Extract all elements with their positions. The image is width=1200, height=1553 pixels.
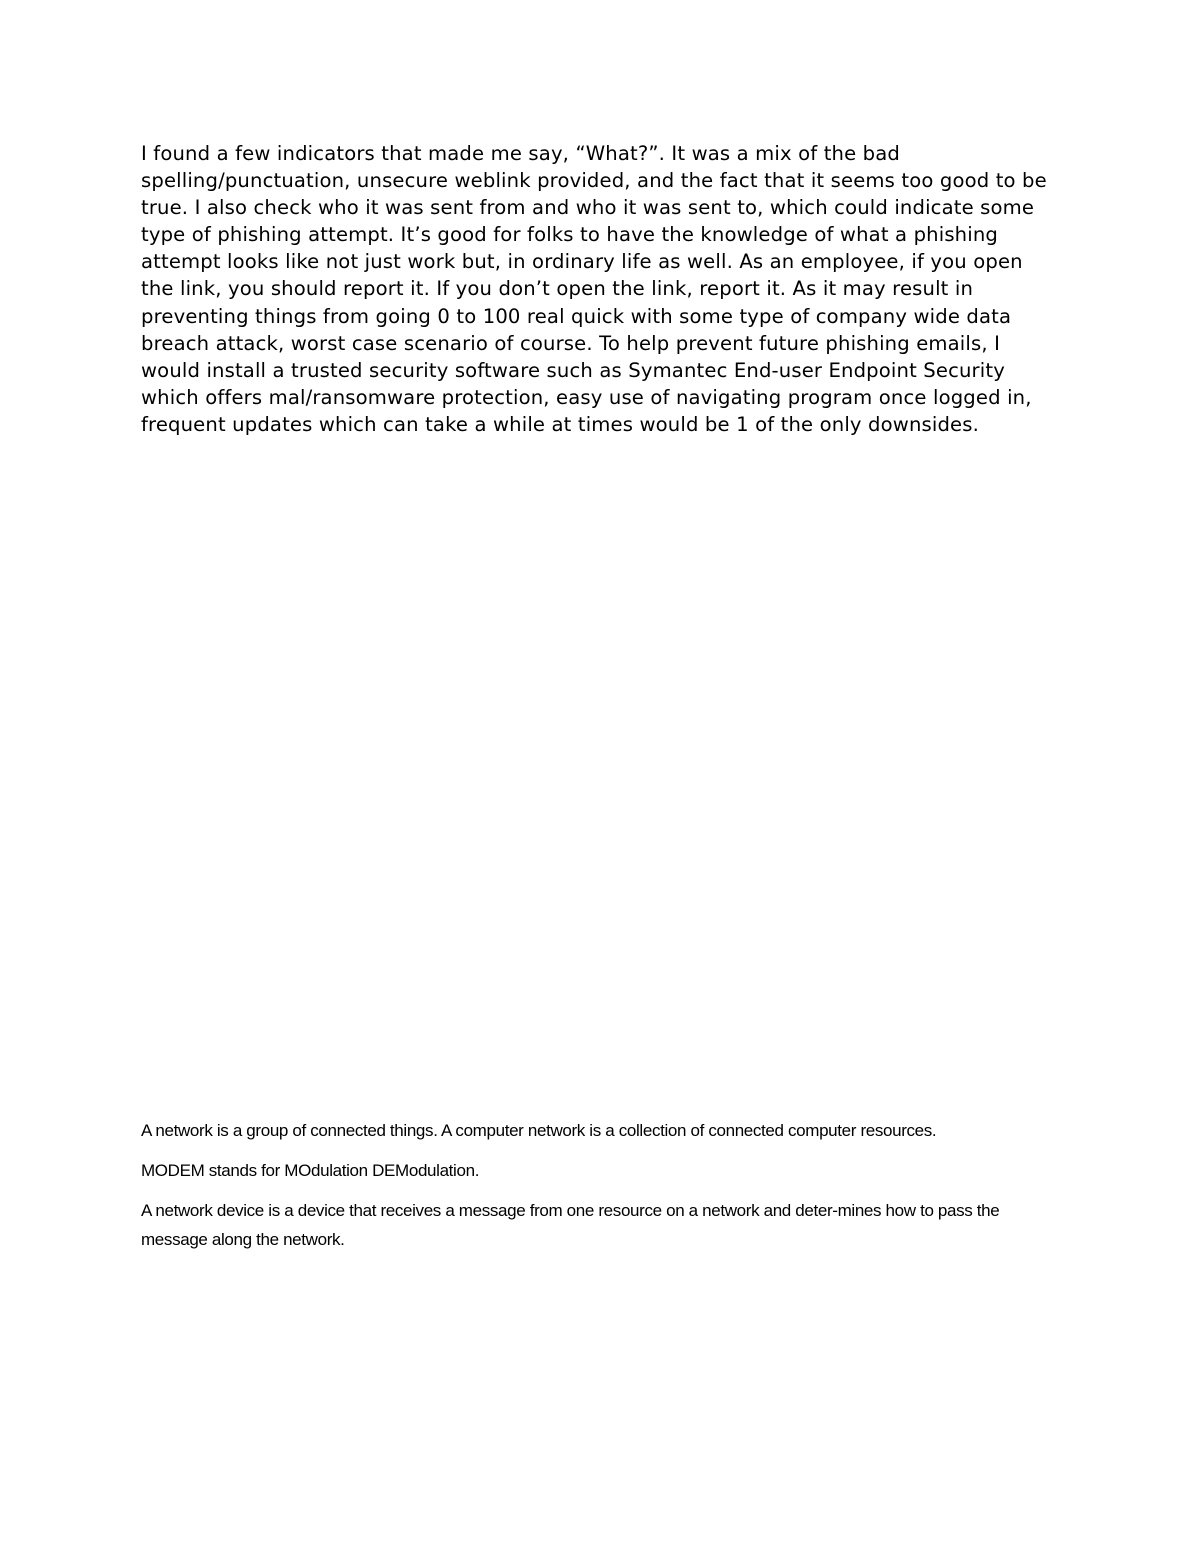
note-network-definition: A network is a group of connected things. A computer network is a collection of connected computer resources. bbox=[141, 1121, 937, 1140]
phishing-response-paragraph: I found a few indicators that made me say, “What?”. It was a mix of the bad spelling/punctuation, unsecure weblink provided, and the fact that it seems too good to be true. I also check who it was sent from and who it was sent to, which could indicate some type of phishing attempt. It’s good for folks to have the knowledge of what a phishing attempt looks like not just work but, in ordinary life as well. As an employee, if you open the link, you should report it. If you don’t open the link, report it. As it may result in preventing things from going 0 to 100 real quick with some type of company wide data breach attack, worst case scenario of course. To help prevent future phishing emails, I would install a trusted security software such as Symantec End-user Endpoint Security which offers mal/ransomware protection, easy use of navigating program once logged in, frequent updates which can take a while at times would be 1 of the only downsides. bbox=[141, 142, 1047, 436]
note-network-device-definition: A network device is a device that receives a message from one resource on a network and deter-mines how to pass the message along the network. bbox=[141, 1201, 1000, 1249]
network-notes bbox=[141, 1116, 1051, 1265]
note-modem-definition: MODEM stands for MOdulation DEModulation. bbox=[141, 1161, 480, 1180]
